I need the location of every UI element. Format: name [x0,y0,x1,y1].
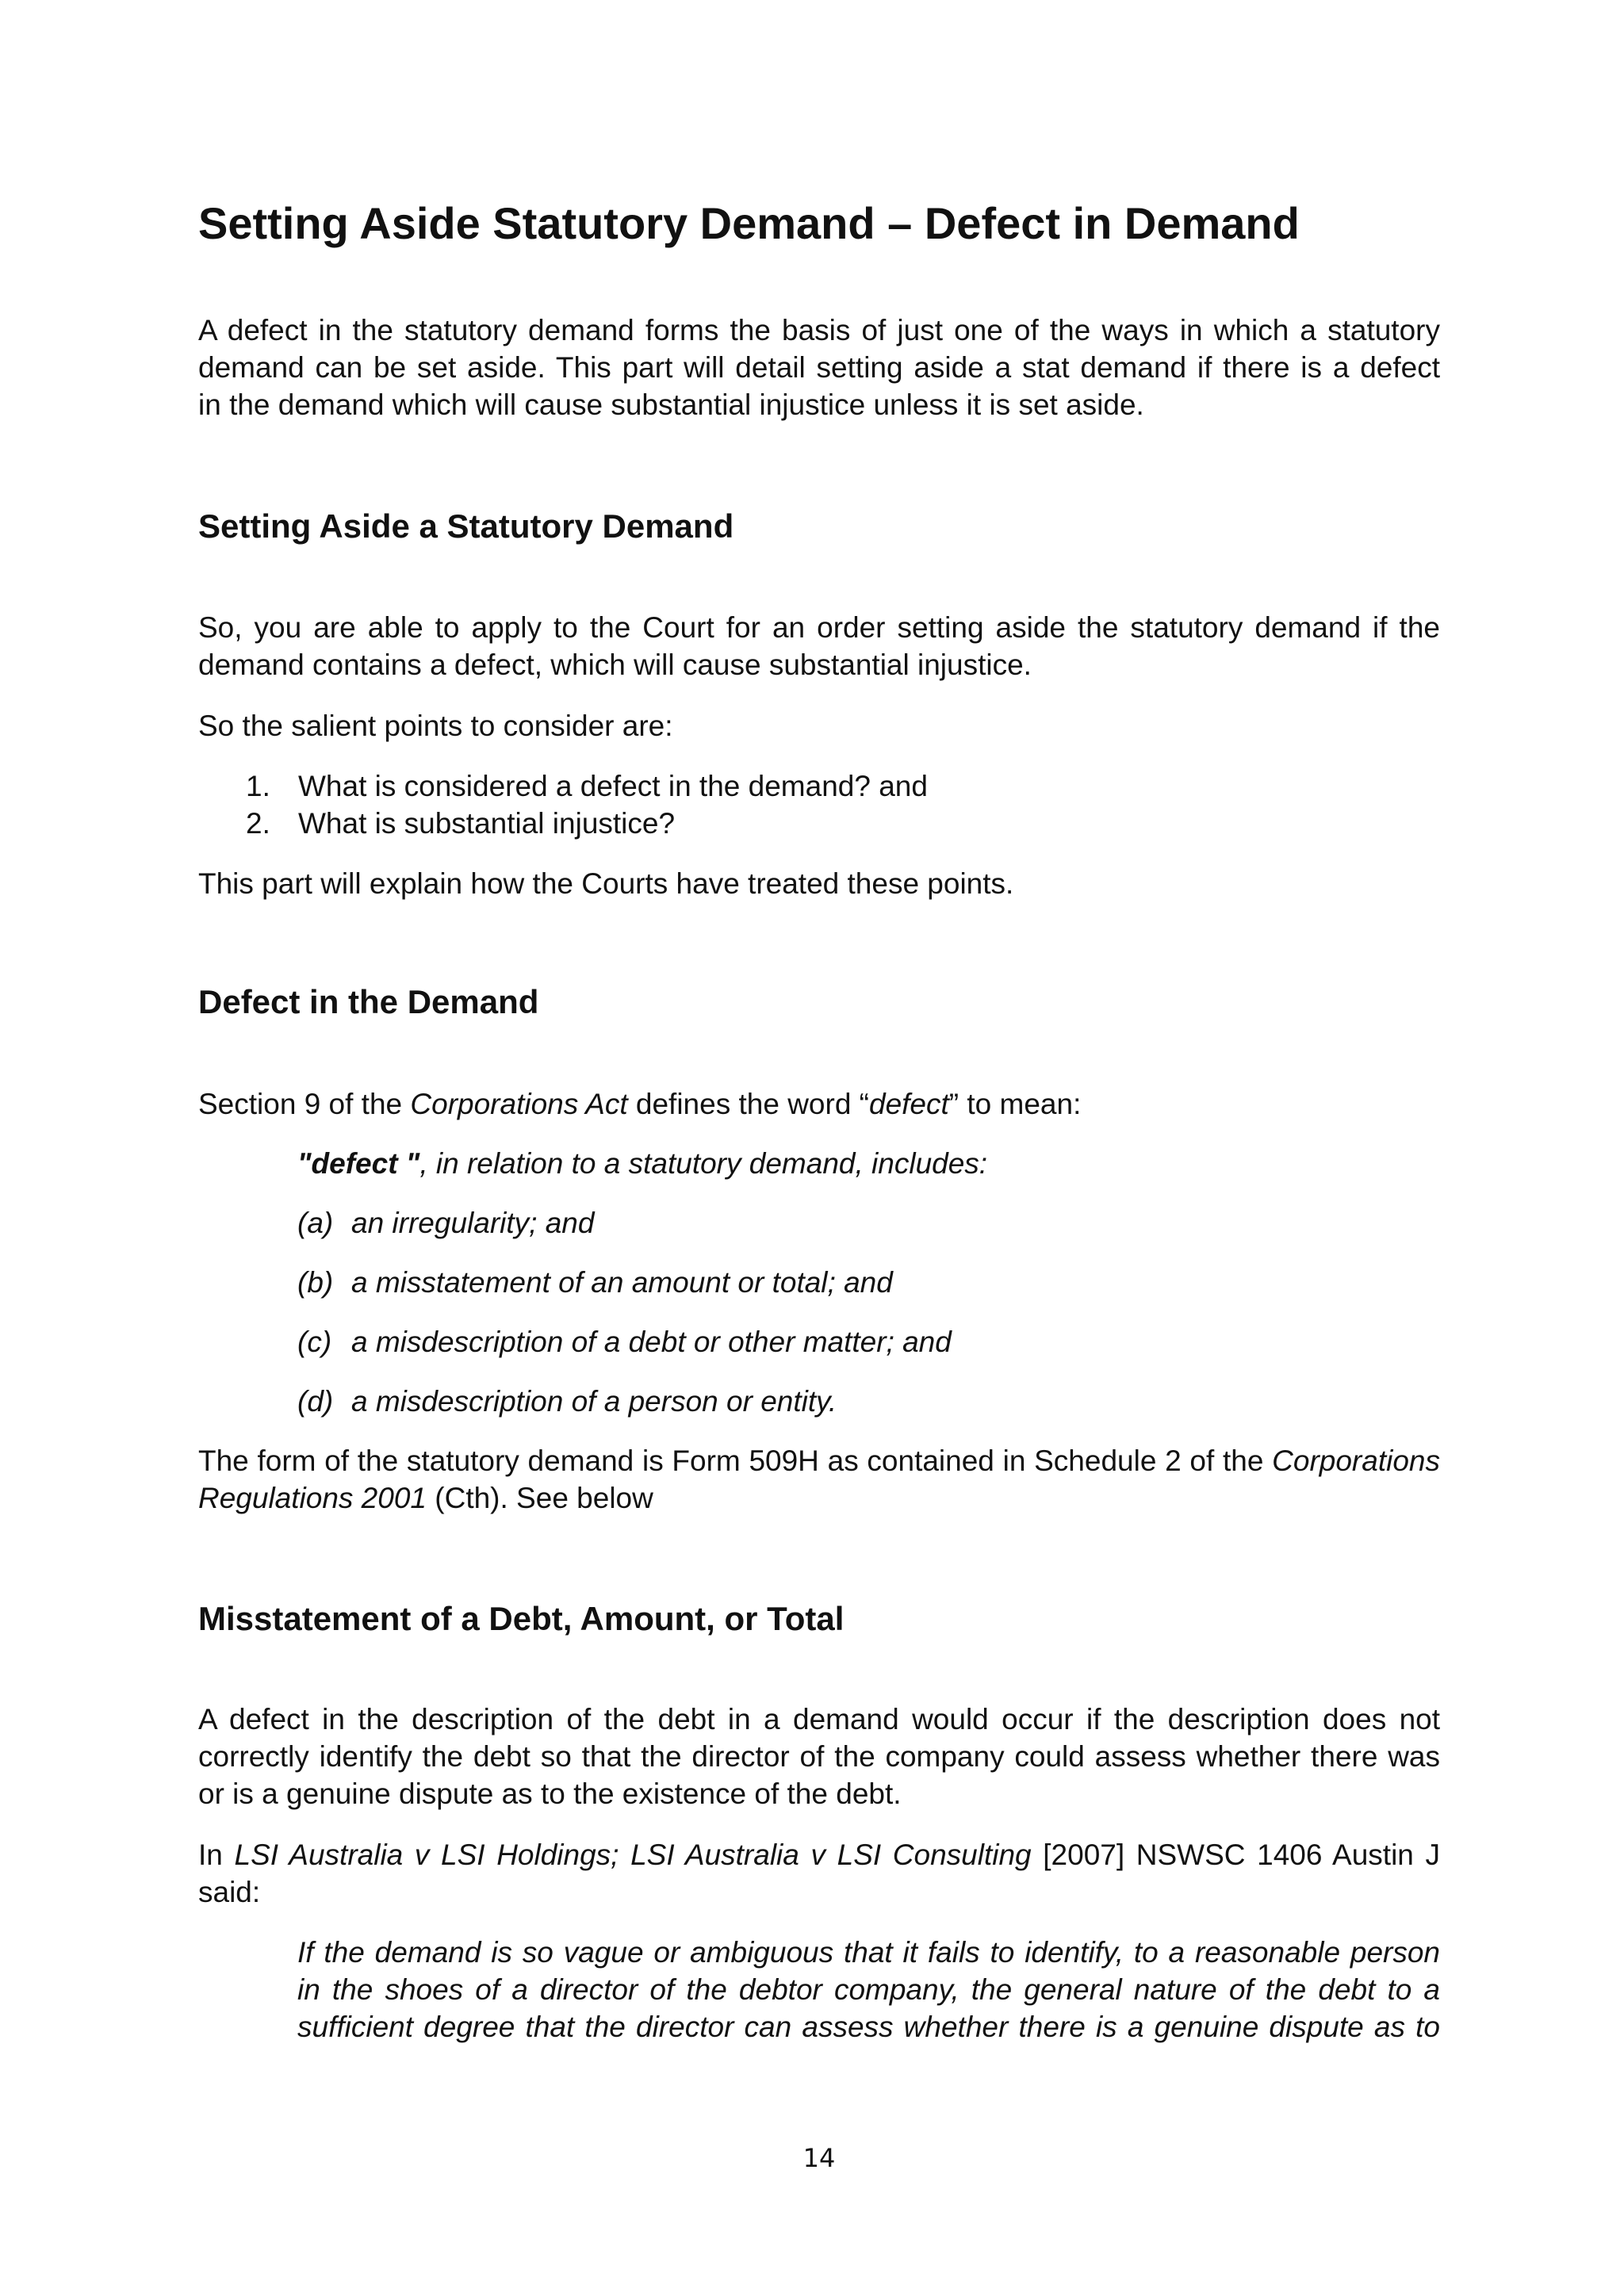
regulation-name: Corporations [1272,1445,1440,1477]
definition-text: a misdescription of a person or entity. [351,1385,837,1418]
section3-line: correctly identify the debt so that the director of the company could assess whether there was [198,1740,1440,1773]
definition-text: an irregularity; and [351,1207,595,1239]
section-heading-setting-aside: Setting Aside a Statutory Demand [198,507,734,545]
definition-label: (d) [297,1385,334,1418]
list-number: 2. [246,807,270,840]
section3-line: or is a genuine dispute as to the existence of the debt. [198,1777,902,1810]
text-run: defines the word “ [627,1088,869,1120]
definition-rest: , in relation to a statutory demand, includes: [419,1147,988,1180]
intro-paragraph [198,312,1440,423]
case-line [198,1836,1440,1873]
section1-line: demand contains a defect, which will cause substantial injustice. [198,649,1032,681]
intro-line: in the demand which will cause substantial injustice unless it is set aside. [198,388,1144,421]
section-heading-misstatement: Misstatement of a Debt, Amount, or Total [198,1600,845,1637]
case-line: said: [198,1876,261,1908]
list-number: 1. [246,770,270,802]
section1-paragraph [198,609,1440,683]
form-line [198,1442,1440,1479]
text-run: [2007] NSWSC 1406 Austin J [1031,1839,1441,1871]
regulation-name: Regulations 2001 [198,1482,427,1514]
text-run: Section 9 of the [198,1088,411,1120]
text-run: The form of the statutory demand is Form 509H as contained in Schedule 2 of the [198,1445,1273,1477]
quote-line: in the shoes of a director of the debtor company, the general nature of the debt to a [297,1973,1440,2006]
page-number: 14 [802,2143,836,2173]
intro-line: A defect in the statutory demand forms the basis of just one of the ways in which a statutory [198,314,1440,346]
section1-salient-points: So the salient points to consider are: [198,710,673,742]
definition-label: (b) [297,1266,334,1299]
section2-intro [198,1085,1440,1123]
section1-closing: This part will explain how the Courts have treated these points. [198,867,1014,900]
act-name: Corporations Act [410,1088,628,1120]
definition-text: a misdescription of a debt or other matter; and [351,1326,952,1358]
definition-label: (c) [297,1326,332,1358]
intro-line: demand can be set aside. This part will detail setting aside a stat demand if there is a defect [198,351,1440,384]
section1-line: So, you are able to apply to the Court for an order setting aside the statutory demand if the [198,611,1440,644]
list-item [246,767,928,805]
case-citation-paragraph [198,1836,1440,1911]
definition-item [297,1204,594,1242]
defined-word: defect [869,1088,949,1120]
list-item [246,805,675,842]
form-paragraph [198,1442,1440,1517]
text-run: (Cth). See below [427,1482,653,1514]
section3-line: A defect in the description of the debt in a demand would occur if the description does not [198,1703,1440,1735]
definition-lead [297,1145,1440,1182]
definition-label: (a) [297,1207,334,1239]
case-name: LSI Australia v LSI Holdings; LSI Australia v LSI Consulting [234,1839,1032,1871]
text-run: ” to mean: [948,1088,1082,1120]
definition-text: a misstatement of an amount or total; and [351,1266,893,1299]
quote-line: sufficient degree that the director can assess whether there is a genuine dispute as to [297,2011,1440,2043]
text-run: In [198,1839,235,1871]
quote-line: If the demand is so vague or ambiguous that it fails to identify, to a reasonable person [297,1936,1440,1969]
form-line [198,1479,1440,1517]
section-heading-defect: Defect in the Demand [198,983,539,1020]
definition-item [297,1323,952,1360]
definition-term: "defect " [297,1147,420,1180]
definition-item [297,1264,893,1301]
block-quote [297,1934,1440,2045]
section3-paragraph [198,1701,1440,1812]
list-text: What is considered a defect in the demand? and [298,770,928,802]
list-text: What is substantial injustice? [298,807,676,840]
document-page [198,0,1440,2296]
page-title: Setting Aside Statutory Demand – Defect in Demand [198,198,1300,248]
definition-item [297,1383,837,1420]
